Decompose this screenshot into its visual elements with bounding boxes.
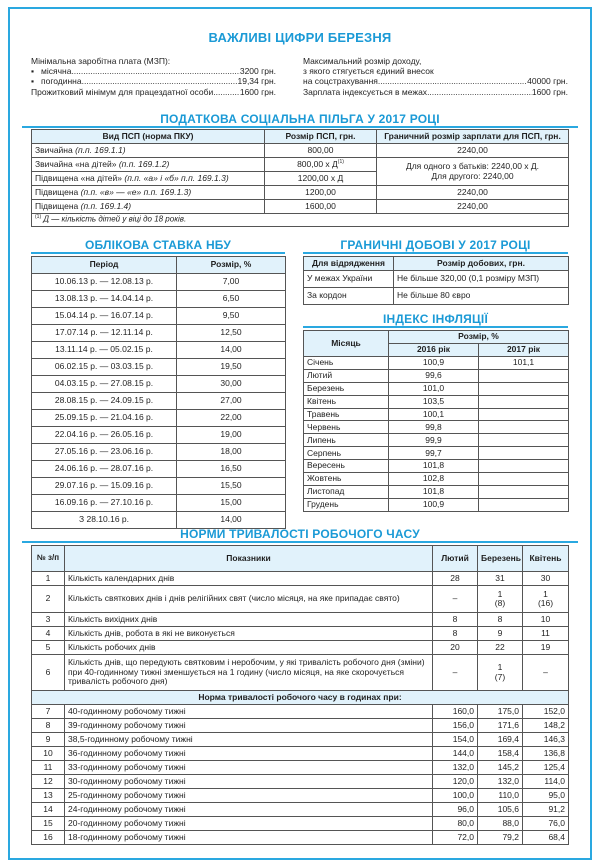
nbu-period: 29.07.16 р. — 15.09.16 р. [32, 478, 177, 495]
nbu-period: 15.04.14 р. — 16.07.14 р. [32, 308, 177, 325]
inflation-2016: 99,9 [389, 434, 479, 447]
nbu-period: 16.09.16 р. — 27.10.16 р. [32, 495, 177, 512]
table-row: Звичайна «на дітей» (п.п. 169.1.2) 800,00 х $Д^{(1)}$ Для одного з батьків: 2240,00 х Д. Для другого: 2240,00 [32, 158, 569, 172]
inflation-2016: 101,8 [389, 460, 479, 473]
work-mar: 1 (8) [478, 586, 523, 613]
indexed-row [303, 87, 568, 97]
inflation-2016: 99,8 [389, 421, 479, 434]
work-label: 38,5-годинному робочому тижні [65, 733, 433, 747]
nbu-rate: 19,00 [177, 427, 286, 444]
work-num: 2 [32, 586, 65, 613]
table-row [304, 357, 569, 370]
table-row [304, 460, 569, 473]
nbu-rate: 12,50 [177, 325, 286, 342]
table-row [32, 274, 286, 291]
nbu-rate: 15,50 [177, 478, 286, 495]
work-apr: 19 [523, 641, 569, 655]
psp-header-size: Розмір ПСП, грн. [265, 130, 377, 144]
nbu-rate: 22,00 [177, 410, 286, 427]
work-num: 12 [32, 775, 65, 789]
work-apr: 30 [523, 572, 569, 586]
table-row: У межах України Не більше 320,00 (0,1 розміру МЗП) [304, 271, 569, 288]
subsistence-label: Прожитковий мінімум для працездатної особи [31, 86, 214, 97]
nbu-period: 25.09.15 р. — 21.04.16 р. [32, 410, 177, 427]
nbu-period: 28.08.15 р. — 24.09.15 р. [32, 393, 177, 410]
work-apr: 1 (16) [523, 586, 569, 613]
work-feb: 154,0 [433, 733, 478, 747]
inflation-2017 [479, 485, 569, 498]
inflation-2016: 99,6 [389, 369, 479, 382]
nbu-header-rate: Розмір, % [177, 257, 286, 274]
nbu-period: 22.04.16 р. — 26.05.16 р. [32, 427, 177, 444]
nbu-period: 04.03.15 р. — 27.08.15 р. [32, 376, 177, 393]
inflation-month: Грудень [304, 498, 389, 511]
work-header-num: № з/п [32, 546, 65, 572]
table-row [304, 369, 569, 382]
inflation-month: Квітень [304, 395, 389, 408]
work-label: Кількість вихідних днів [65, 613, 433, 627]
max-income-row [303, 76, 568, 86]
work-mar: 105,6 [478, 803, 523, 817]
work-label: Кількість святкових днів і днів релігійних свят (число місяця, на яке припадає свято) [65, 586, 433, 613]
work-header-apr: Квітень [523, 546, 569, 572]
work-feb: 120,0 [433, 775, 478, 789]
mzp-block [31, 56, 276, 97]
table-row [32, 376, 286, 393]
nbu-rate: 14,00 [177, 512, 286, 529]
work-num: 14 [32, 803, 65, 817]
work-rule [22, 541, 578, 543]
work-label: 20-годинному робочому тижні [65, 817, 433, 831]
inflation-2017 [479, 421, 569, 434]
table-row [32, 461, 286, 478]
table-row [32, 817, 569, 831]
table-row [304, 434, 569, 447]
inflation-2016: 101,0 [389, 382, 479, 395]
inflation-month: Лютий [304, 369, 389, 382]
table-row [304, 382, 569, 395]
work-feb: 96,0 [433, 803, 478, 817]
work-apr: 95,0 [523, 789, 569, 803]
inflation-month: Травень [304, 408, 389, 421]
table-row [304, 421, 569, 434]
mzp-hourly-row: ▪ погодинна ..... 19,34 грн. [31, 76, 276, 86]
work-num: 11 [32, 761, 65, 775]
table-row [32, 641, 569, 655]
daily-table [303, 256, 569, 305]
inflation-header-2016: 2016 рік [389, 344, 479, 357]
mzp-label: Мінімальна заробітна плата (МЗП): [31, 56, 171, 66]
work-header-mar: Березень [478, 546, 523, 572]
work-mar: 175,0 [478, 705, 523, 719]
table-row [32, 719, 569, 733]
psp-title: ПОДАТКОВА СОЦІАЛЬНА ПІЛЬГА У 2017 РОЦІ [160, 112, 440, 126]
table-row [32, 359, 286, 376]
nbu-rate: 30,00 [177, 376, 286, 393]
nbu-period: 24.06.16 р. — 28.07.16 р. [32, 461, 177, 478]
table-row [32, 342, 286, 359]
work-label: 24-годинному робочому тижні [65, 803, 433, 817]
nbu-period: З 28.10.16 р. [32, 512, 177, 529]
table-row [32, 427, 286, 444]
work-num: 7 [32, 705, 65, 719]
inflation-2016: 99,7 [389, 447, 479, 460]
work-mar: 110,0 [478, 789, 523, 803]
daily-header-amount: Розмір добових, грн. [394, 257, 569, 271]
work-mar: 31 [478, 572, 523, 586]
work-mar: 79,2 [478, 831, 523, 845]
inflation-2017 [479, 447, 569, 460]
indexed-label: Зарплата індексується в межах [303, 86, 428, 97]
inflation-rule [303, 326, 568, 328]
work-apr: 136,8 [523, 747, 569, 761]
work-mar: 8 [478, 613, 523, 627]
mzp-monthly-label: місячна [41, 66, 72, 77]
work-label: Кількість робочих днів [65, 641, 433, 655]
table-row [32, 291, 286, 308]
table-row [32, 572, 569, 586]
max-income-line3: на соцстрахування [303, 76, 378, 87]
work-feb: 80,0 [433, 817, 478, 831]
table-row [32, 733, 569, 747]
work-title: НОРМИ ТРИВАЛОСТІ РОБОЧОГО ЧАСУ [180, 527, 420, 541]
work-feb: 20 [433, 641, 478, 655]
table-row [32, 512, 286, 529]
max-income-line2: з якого стягується єдиний внесок [303, 66, 434, 77]
inflation-month: Червень [304, 421, 389, 434]
work-label: Кількість календарних днів [65, 572, 433, 586]
max-income-line1: Максимальний розмір доходу, [303, 56, 422, 66]
work-apr: 114,0 [523, 775, 569, 789]
inflation-month: Березень [304, 382, 389, 395]
nbu-rate: 15,00 [177, 495, 286, 512]
table-row [32, 613, 569, 627]
subsistence-value: 1600 грн. [239, 86, 276, 97]
mzp-hourly-value: 19,34 грн. [237, 76, 276, 87]
work-num: 1 [32, 572, 65, 586]
nbu-period: 27.05.16 р. — 23.06.16 р. [32, 444, 177, 461]
psp-footnote: Д — кількість дітей у віці до 18 років. [43, 214, 187, 224]
table-row [32, 393, 286, 410]
work-mar: 132,0 [478, 775, 523, 789]
table-row: Звичайна (п.п. 169.1.1) 800,00 2240,00 [32, 144, 569, 158]
work-label: 33-годинному робочому тижні [65, 761, 433, 775]
inflation-month: Липень [304, 434, 389, 447]
nbu-period: 06.02.15 р. — 03.03.15 р. [32, 359, 177, 376]
table-row [32, 705, 569, 719]
work-section: Норма тривалості робочого часу в годинах при: [32, 691, 569, 705]
work-apr: 146,3 [523, 733, 569, 747]
max-income-value: 40000 грн. [527, 76, 568, 87]
inflation-month: Січень [304, 357, 389, 370]
psp-rule [22, 126, 578, 128]
table-row [304, 485, 569, 498]
nbu-period: 13.11.14 р. — 05.02.15 р. [32, 342, 177, 359]
inflation-2016: 101,8 [389, 485, 479, 498]
work-num: 5 [32, 641, 65, 655]
work-num: 3 [32, 613, 65, 627]
work-mar: 9 [478, 627, 523, 641]
inflation-2016: 102,8 [389, 473, 479, 486]
nbu-rate: 6,50 [177, 291, 286, 308]
work-apr: 11 [523, 627, 569, 641]
inflation-2017 [479, 369, 569, 382]
table-row [32, 325, 286, 342]
nbu-rate: 9,50 [177, 308, 286, 325]
psp-merged-limit: Для одного з батьків: 2240,00 х Д. Для другого: 2240,00 [377, 158, 569, 186]
nbu-period: 17.07.14 р. — 12.11.14 р. [32, 325, 177, 342]
inflation-2016: 100,1 [389, 408, 479, 421]
inflation-header-size: Розмір, % [389, 331, 569, 344]
psp-footnote-row: $^{(1)}$ Д — кількість дітей у віці до 18 років. [32, 214, 569, 227]
inflation-2017 [479, 434, 569, 447]
table-row: За кордон Не більше 80 євро [304, 288, 569, 305]
inflation-header-month: Місяць [304, 331, 389, 357]
work-mar: 22 [478, 641, 523, 655]
main-title: ВАЖЛИВІ ЦИФРИ БЕРЕЗНЯ [208, 30, 392, 45]
work-mar: 169,4 [478, 733, 523, 747]
work-feb: 8 [433, 627, 478, 641]
inflation-month: Жовтень [304, 473, 389, 486]
table-row [32, 775, 569, 789]
inflation-2016: 103,5 [389, 395, 479, 408]
nbu-rate: 27,00 [177, 393, 286, 410]
table-row [32, 803, 569, 817]
table-row [304, 447, 569, 460]
inflation-2017 [479, 460, 569, 473]
work-apr: 152,0 [523, 705, 569, 719]
work-label: Кількість днів, робота в які не виконується [65, 627, 433, 641]
nbu-period: 13.08.13 р. — 14.04.14 р. [32, 291, 177, 308]
work-apr: 10 [523, 613, 569, 627]
psp-table [31, 129, 569, 227]
inflation-2016: 100,9 [389, 357, 479, 370]
daily-rule [303, 252, 568, 254]
work-feb: 72,0 [433, 831, 478, 845]
daily-header-trip: Для відрядження [304, 257, 394, 271]
work-label: 18-годинному робочому тижні [65, 831, 433, 845]
nbu-rule [31, 252, 285, 254]
work-num: 8 [32, 719, 65, 733]
mzp-hourly-label: погодинна [41, 76, 82, 87]
work-apr: 91,2 [523, 803, 569, 817]
work-apr: – [523, 655, 569, 691]
inflation-header-2017: 2017 рік [479, 344, 569, 357]
work-label: Кількість днів, що передують святковим і неробочим, у які тривалість робочого дня (зміни) при 40-годинному тижні зменшується на 1 годину (число місяця, на яке скорочується тривалість робочого дня) [65, 655, 433, 691]
work-apr: 125,4 [523, 761, 569, 775]
work-num: 4 [32, 627, 65, 641]
inflation-month: Вересень [304, 460, 389, 473]
work-feb: 144,0 [433, 747, 478, 761]
table-row: Підвищена «на дітей» (п.п. «а» і «б» п.п. 169.1.3) 1200,00 х Д [32, 172, 569, 186]
work-mar: 171,6 [478, 719, 523, 733]
work-num: 6 [32, 655, 65, 691]
work-num: 13 [32, 789, 65, 803]
mzp-monthly-value: 3200 грн. [239, 66, 276, 77]
work-apr: 68,4 [523, 831, 569, 845]
work-feb: 8 [433, 613, 478, 627]
daily-title: ГРАНИЧНІ ДОБОВІ У 2017 РОЦІ [340, 238, 531, 252]
table-row [32, 831, 569, 845]
work-label: 25-годинному робочому тижні [65, 789, 433, 803]
table-row [32, 410, 286, 427]
inflation-2017 [479, 395, 569, 408]
table-row [304, 395, 569, 408]
work-feb: 28 [433, 572, 478, 586]
nbu-rate: 7,00 [177, 274, 286, 291]
indexed-value: 1600 грн. [531, 86, 568, 97]
work-feb: 100,0 [433, 789, 478, 803]
work-apr: 148,2 [523, 719, 569, 733]
work-feb: 132,0 [433, 761, 478, 775]
work-label: 39-годинному робочому тижні [65, 719, 433, 733]
nbu-table [31, 256, 286, 529]
work-mar: 145,2 [478, 761, 523, 775]
work-label: 40-годинному робочому тижні [65, 705, 433, 719]
nbu-period: 10.06.13 р. — 12.08.13 р. [32, 274, 177, 291]
work-section-row [32, 691, 569, 705]
nbu-rate: 18,00 [177, 444, 286, 461]
work-mar: 1 (7) [478, 655, 523, 691]
table-row: Підвищена (п.п. 169.1.4) 1600,00 2240,00 [32, 200, 569, 214]
nbu-rate: 16,50 [177, 461, 286, 478]
work-apr: 76,0 [523, 817, 569, 831]
work-feb: 160,0 [433, 705, 478, 719]
table-row [32, 586, 569, 613]
table-row [32, 495, 286, 512]
work-num: 9 [32, 733, 65, 747]
mzp-monthly-row: ▪ місячна ..... 3200 грн. [31, 66, 276, 76]
inflation-2016: 100,9 [389, 498, 479, 511]
nbu-title: ОБЛІКОВА СТАВКА НБУ [85, 238, 231, 252]
work-label: 30-годинному робочому тижні [65, 775, 433, 789]
work-feb: – [433, 586, 478, 613]
inflation-month: Серпень [304, 447, 389, 460]
work-mar: 88,0 [478, 817, 523, 831]
max-income-block [303, 56, 568, 97]
inflation-2017 [479, 473, 569, 486]
inflation-table [303, 330, 569, 512]
table-row [32, 308, 286, 325]
inflation-title: ІНДЕКС ІНФЛЯЦІЇ [383, 312, 488, 326]
inflation-2017 [479, 498, 569, 511]
work-num: 15 [32, 817, 65, 831]
inflation-month: Листопад [304, 485, 389, 498]
work-feb: 156,0 [433, 719, 478, 733]
work-header-indicator: Показники [65, 546, 433, 572]
table-row: Підвищена (п.п. «в» — «е» п.п. 169.1.3) 1200,00 2240,00 [32, 186, 569, 200]
work-num: 16 [32, 831, 65, 845]
psp-header-limit: Граничний розмір зарплати для ПСП, грн. [377, 130, 569, 144]
table-row [32, 655, 569, 691]
inflation-2017: 101,1 [479, 357, 569, 370]
table-row [32, 444, 286, 461]
table-row [32, 789, 569, 803]
nbu-header-period: Період [32, 257, 177, 274]
table-row [304, 498, 569, 511]
work-feb: – [433, 655, 478, 691]
work-mar: 158,4 [478, 747, 523, 761]
table-row [304, 408, 569, 421]
inflation-2017 [479, 382, 569, 395]
work-label: 36-годинному робочому тижні [65, 747, 433, 761]
nbu-rate: 14,00 [177, 342, 286, 359]
work-header-feb: Лютий [433, 546, 478, 572]
psp-header-kind: Вид ПСП (норма ПКУ) [32, 130, 265, 144]
table-row [304, 473, 569, 486]
work-table [31, 545, 569, 845]
work-num: 10 [32, 747, 65, 761]
inflation-2017 [479, 408, 569, 421]
table-row [32, 761, 569, 775]
subsistence-row [31, 87, 276, 97]
table-row [32, 478, 286, 495]
nbu-rate: 19,50 [177, 359, 286, 376]
table-row [32, 627, 569, 641]
table-row [32, 747, 569, 761]
